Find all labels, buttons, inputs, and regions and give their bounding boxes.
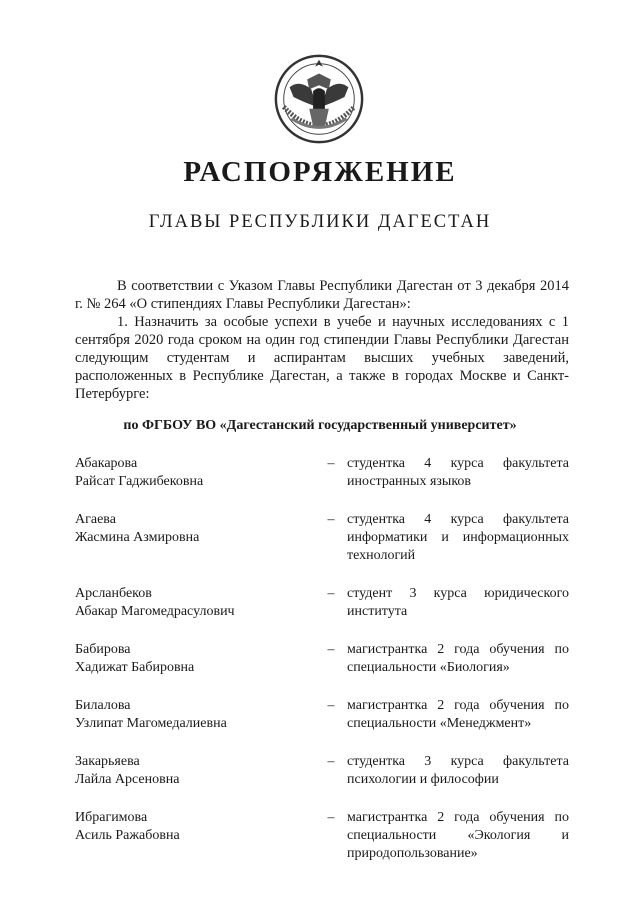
list-item — [75, 753, 569, 789]
list-item — [75, 511, 569, 565]
dash: – — [327, 698, 335, 713]
dash: – — [327, 456, 335, 471]
dash: – — [327, 754, 335, 769]
list-item — [75, 455, 569, 491]
student-description: студент 3 курса юридического института — [347, 586, 569, 619]
document-title: РАСПОРЯЖЕНИЕ — [183, 156, 457, 188]
list-item — [75, 585, 569, 621]
document-subtitle: ГЛАВЫ РЕСПУБЛИКИ ДАГЕСТАН — [148, 212, 492, 232]
student-description: студентка 4 курса факультета информатики и информационных технологий — [347, 512, 569, 563]
student-description: студентка 3 курса факультета психологии и философии — [347, 754, 569, 787]
student-name: Билалова Узлипат Магомедалиевна — [75, 698, 227, 731]
dash: – — [327, 810, 335, 825]
dash: – — [327, 642, 335, 657]
document-body — [75, 277, 569, 403]
student-name: Арсланбеков Абакар Магомедрасулович — [75, 586, 235, 619]
dagestan-coat-of-arms-icon — [270, 50, 368, 148]
student-name: Ибрагимова Асиль Ражабовна — [75, 810, 180, 843]
student-name: Абакарова Райсат Гаджибековна — [75, 456, 204, 489]
student-name: Бабирова Хадижат Бабировна — [75, 642, 195, 675]
dash: – — [327, 512, 335, 527]
student-name: Агаева Жасмина Азмировна — [75, 512, 200, 545]
list-item — [75, 697, 569, 733]
list-item — [75, 641, 569, 677]
order-paragraph: 1. Назначить за особые успехи в учебе и научных исследованиях с 1 сентября 2020 года сроком на один год стипендии Главы Республики Дагестан следующим студентам и аспирантам высших учебных заведений, расположенных в Республике Дагестан, а также в городах Москве и Санкт-Петербурге: — [75, 314, 569, 402]
list-item — [75, 809, 569, 863]
student-description: студентка 4 курса факультета иностранных языков — [347, 456, 569, 489]
student-name: Закарьяева Лайла Арсеновна — [75, 754, 180, 787]
student-description: магистрантка 2 года обучения по специальности «Экология и природопользование» — [347, 810, 569, 861]
student-description: магистрантка 2 года обучения по специальности «Менеджмент» — [347, 698, 569, 731]
preamble-paragraph: В соответствии с Указом Главы Республики Дагестан от 3 декабря 2014 г. № 264 «О стипендиях Главы Республики Дагестан»: — [75, 278, 569, 312]
student-description: магистрантка 2 года обучения по специальности «Биология» — [347, 642, 569, 675]
university-heading: по ФГБОУ ВО «Дагестанский государственный университет» — [123, 418, 517, 433]
scholarship-list — [75, 455, 569, 883]
dash: – — [327, 586, 335, 601]
